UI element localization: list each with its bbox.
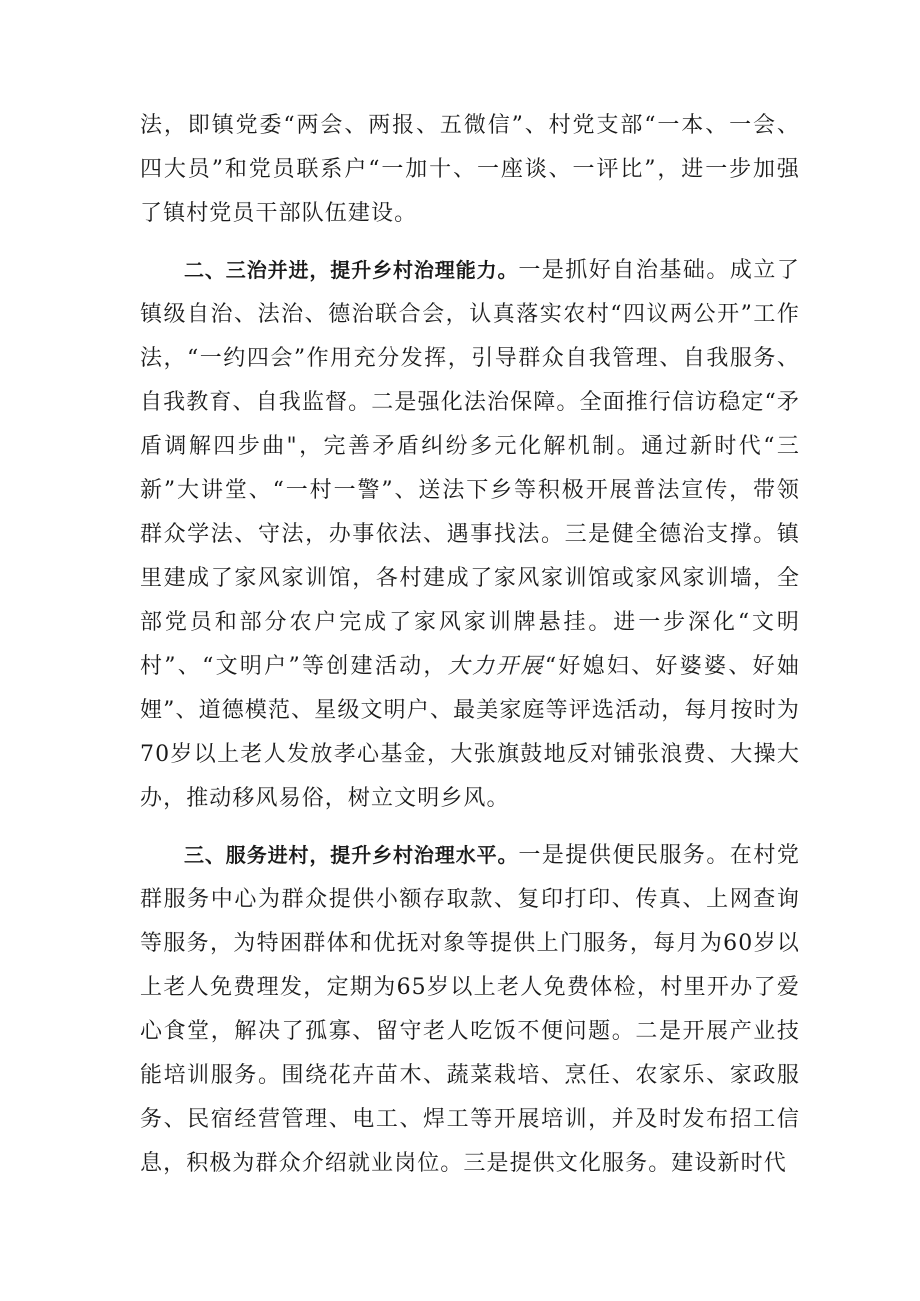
paragraph-text: 一是提供便民服务。在村党群服务中心为群众提供小额存取款、复印打印、传真、上网查询等服务，为特困群体和优抚对象等提供上门服务，每月为60岁以上老人免费理发，定期为65岁以上老人免费体检，村里开办了爱心食堂，解决了孤寡、留守老人吃饭不便问题。二是开展产业技能培训服务。围绕花卉苗木、蔬菜栽培、烹任、农家乐、家政服务、民宿经营管理、电工、焊工等开展培训，并及时发布招工信息，积极为群众介绍就业岗位。三是提供文化服务。建设新时代 xyxy=(140,843,801,1176)
paragraph-text: 一是抓好自治基础。成立了镇级自治、法治、德治联合会，认真落实农村“四议两公开”工作法，“一约四会”作用充分发挥，引导群众自我管理、自我服务、自我教育、自我监督。二是强化法治保障。全面推行信访稳定“矛盾调解四步曲"，完善矛盾纠纷多元化解机制。通过新时代“三新”大讲堂、“一村一警”、送法下乡等积极开展普法宣传，带领群众学法、守法，办事依法、遇事找法。三是健全德治支撑。镇里建成了家风家训馆，各村建成了家风家训馆或家风家训墙，全部党员和部分农户完成了家风家训牌悬挂。进一步深化“文明村”、“文明户”等创建活动， xyxy=(140,258,801,679)
italic-phrase: 大力开展 xyxy=(447,654,545,679)
document-page xyxy=(140,104,800,1198)
paragraph-text: 法，即镇党委“两会、两报、五微信”、村党支部“一本、一会、四大员”和党员联系户“一加十、一座谈、一评比”，进一步加强了镇村党员干部队伍建设。 xyxy=(140,113,800,226)
paragraph-section-three xyxy=(140,833,800,1186)
paragraph-section-two xyxy=(140,248,800,821)
section-heading: 二、三治并进，提升乡村治理能力。 xyxy=(184,258,519,282)
paragraph-continuation xyxy=(140,104,800,236)
section-heading: 三、服务进村，提升乡村治理水平。 xyxy=(184,843,519,867)
paragraph-text: “好媳妇、好婆婆、好妯娌”、道德模范、星级文明户、最美家庭等评选活动，每月按时为70岁以上老人发放孝心基金，大张旗鼓地反对铺张浪费、大操大办，推动移风易俗，树立文明乡风。 xyxy=(140,654,800,811)
